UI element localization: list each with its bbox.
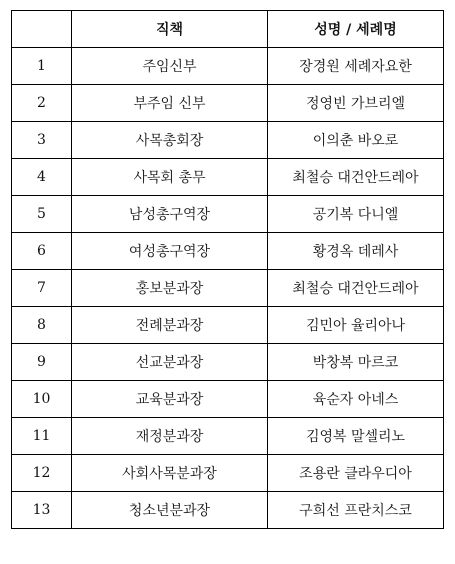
table-row [12,270,444,307]
row-number: 3 [12,122,72,159]
row-number: 8 [12,307,72,344]
row-role: 홍보분과장 [72,270,268,307]
row-role: 여성총구역장 [72,233,268,270]
table-row [12,381,444,418]
header-number [12,11,72,48]
table-row [12,418,444,455]
row-role: 사목회 총무 [72,159,268,196]
table-row [12,492,444,529]
table-row [12,233,444,270]
row-number: 10 [12,381,72,418]
row-number: 2 [12,85,72,122]
row-role: 교육분과장 [72,381,268,418]
row-name: 조용란 클라우디아 [268,455,444,492]
row-number: 11 [12,418,72,455]
row-name: 김영복 말셀리노 [268,418,444,455]
table-header-row [12,11,444,48]
header-name: 성명 / 세례명 [268,11,444,48]
staff-table-container [11,10,444,529]
row-name: 박창복 마르코 [268,344,444,381]
row-number: 9 [12,344,72,381]
row-role: 청소년분과장 [72,492,268,529]
row-number: 7 [12,270,72,307]
table-row [12,196,444,233]
header-role: 직책 [72,11,268,48]
row-number: 13 [12,492,72,529]
table-row [12,455,444,492]
table-row [12,85,444,122]
table-row [12,344,444,381]
row-name: 공기복 다니엘 [268,196,444,233]
row-name: 최철승 대건안드레아 [268,270,444,307]
row-number: 12 [12,455,72,492]
row-role: 전례분과장 [72,307,268,344]
row-number: 5 [12,196,72,233]
row-role: 부주임 신부 [72,85,268,122]
row-number: 6 [12,233,72,270]
row-name: 황경옥 데레사 [268,233,444,270]
row-role: 남성총구역장 [72,196,268,233]
row-name: 장경원 세례자요한 [268,48,444,85]
row-number: 1 [12,48,72,85]
row-name: 김민아 율리아나 [268,307,444,344]
row-name: 이의춘 바오로 [268,122,444,159]
row-role: 사목총회장 [72,122,268,159]
row-role: 주임신부 [72,48,268,85]
row-name: 정영빈 가브리엘 [268,85,444,122]
row-number: 4 [12,159,72,196]
table-row [12,122,444,159]
staff-table [11,10,444,529]
row-name: 최철승 대건안드레아 [268,159,444,196]
row-name: 육순자 아네스 [268,381,444,418]
row-role: 선교분과장 [72,344,268,381]
row-role: 재정분과장 [72,418,268,455]
row-name: 구희선 프란치스코 [268,492,444,529]
table-row [12,48,444,85]
table-row [12,159,444,196]
row-role: 사회사목분과장 [72,455,268,492]
table-row [12,307,444,344]
